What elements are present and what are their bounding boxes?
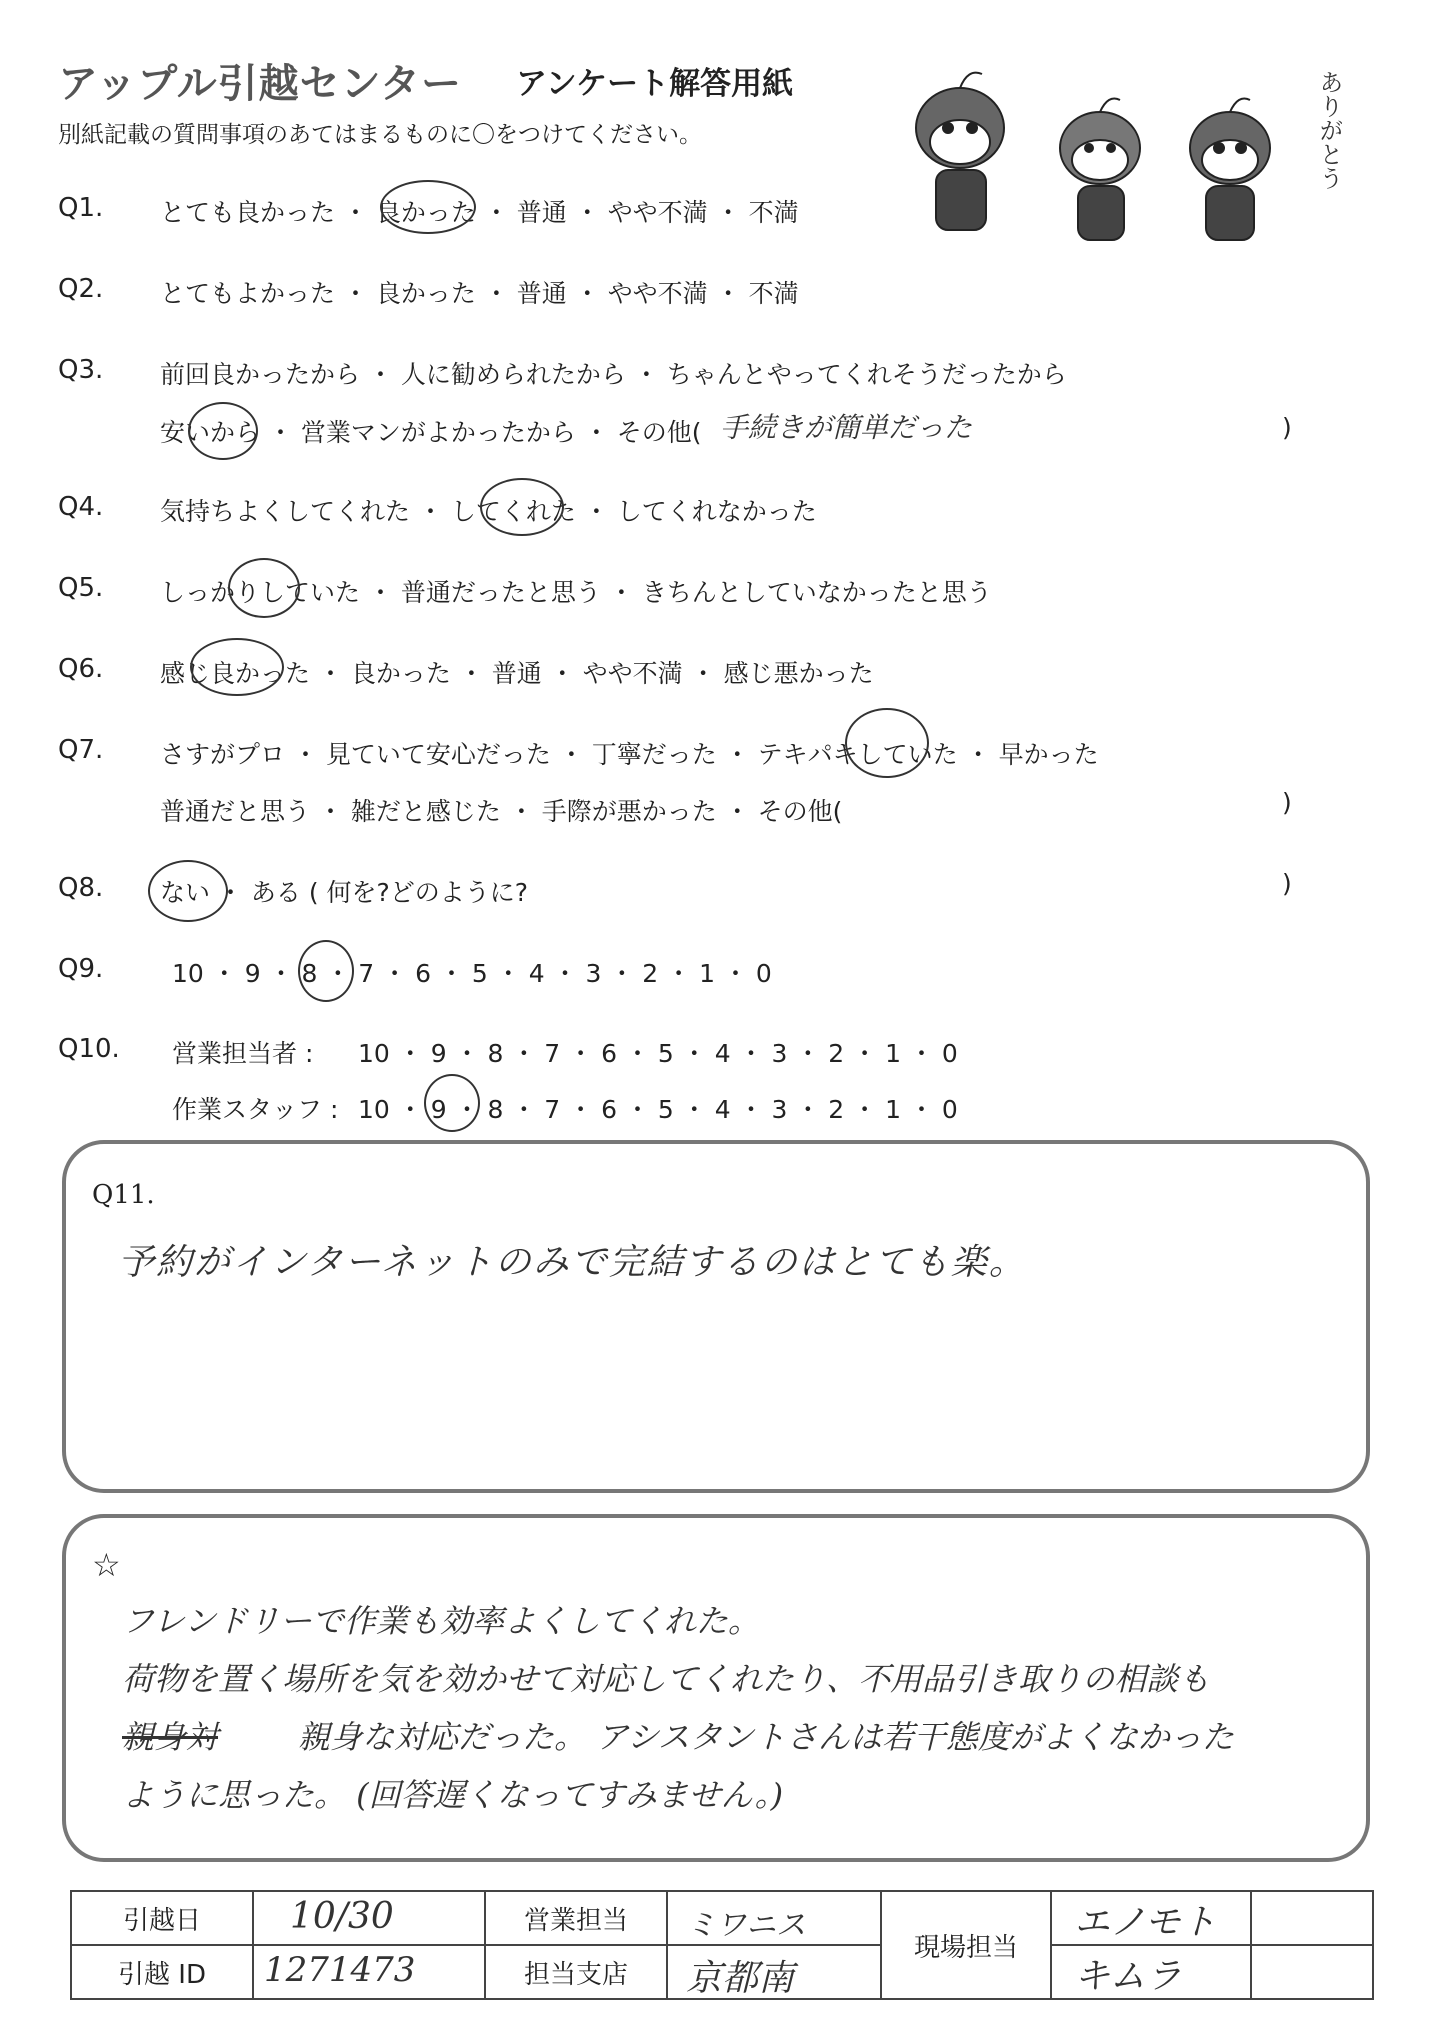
q9-scale: 10 ・ 9 ・ 8 ・ 7 ・ 6 ・ 5 ・ 4 ・ 3 ・ 2 ・ 1 ・ 0: [172, 959, 772, 988]
sales-cell: [667, 1891, 881, 1945]
comment-line-4: ように思った。 (回答遅くなってすみません。): [122, 1776, 784, 1814]
move-date-label: 引越日: [71, 1891, 253, 1945]
q8-label: Q8.: [58, 873, 104, 903]
move-date-cell: [253, 1891, 485, 1945]
field-staff-cell-2: [1051, 1945, 1251, 1999]
q8-options: ない ・ ある ( 何を?どのように?: [160, 878, 529, 907]
monkey-mascots-icon: [900, 50, 1360, 250]
q1-options: とても良かった ・ 良かった ・ 普通 ・ やや不満 ・ 不満: [160, 198, 799, 227]
q1-circle-mark: [380, 180, 476, 234]
comments-box: [62, 1514, 1370, 1862]
comment-line-2: 荷物を置く場所を気を効かせて対応してくれたり、不用品引き取りの相談も: [122, 1660, 1211, 1698]
q8-circle-mark: [148, 860, 228, 922]
q5-options: しっかりしていた ・ 普通だったと思う ・ きちんとしていなかったと思う: [160, 578, 992, 607]
q11-answer-box: [62, 1140, 1370, 1493]
q4-circle-mark: [480, 478, 564, 536]
q3-options-line1: 前回良かったから ・ 人に勧められたから ・ ちゃんとやってくれそうだったから: [160, 360, 1067, 389]
field-staff-extra-cell-2: [1251, 1945, 1373, 1999]
q10-sales-label: 営業担当者 :: [172, 1039, 314, 1068]
q3-close-paren: ): [1282, 413, 1292, 442]
q2-options: とてもよかった ・ 良かった ・ 普通 ・ やや不満 ・ 不満: [160, 279, 799, 308]
q1-label: Q1.: [58, 193, 104, 223]
q2-label: Q2.: [58, 274, 104, 304]
star-icon: ☆: [92, 1546, 121, 1584]
mascot-illustration: [900, 50, 1360, 250]
move-id-value: 1271473: [264, 1950, 416, 1990]
form-subtitle: アンケート解答用紙: [516, 66, 794, 102]
q11-answer-text: 予約がインターネットのみで完結するのはとても楽。: [118, 1242, 1027, 1283]
q8-close-paren: ): [1282, 869, 1292, 898]
q7-options-line2: 普通だと思う ・ 雑だと感じた ・ 手際が悪かった ・ その他(: [160, 797, 843, 826]
q7-close-paren: ): [1282, 788, 1292, 817]
q5-circle-mark: [228, 558, 300, 618]
q10-label: Q10.: [58, 1034, 120, 1064]
move-date-value: 10/30: [290, 1896, 394, 1937]
q3-label: Q3.: [58, 355, 104, 385]
q3-other-answer: 手続きが簡単だった: [720, 411, 973, 444]
move-info-table: [70, 1890, 1374, 2000]
branch-value: 京都南: [686, 1958, 795, 1999]
q10-staff-circle-mark: [424, 1074, 480, 1132]
q10-staff-scale: 10 ・ 9 ・ 8 ・ 7 ・ 6 ・ 5 ・ 4 ・ 3 ・ 2 ・ 1 ・ 0: [358, 1095, 958, 1124]
q3-circle-mark: [188, 402, 258, 460]
mascot-caption: ありがとう: [1315, 70, 1343, 190]
field-staff-extra-cell-1: [1251, 1891, 1373, 1945]
comment-line-1: フレンドリーで作業も効率よくしてくれた。: [122, 1602, 760, 1640]
q5-label: Q5.: [58, 573, 104, 603]
q4-label: Q4.: [58, 492, 104, 522]
sales-label: 営業担当: [485, 1891, 667, 1945]
sales-value: ミワニス: [686, 1908, 806, 1943]
q7-circle-mark: [845, 708, 929, 778]
field-staff-2-value: キムラ: [1074, 1956, 1182, 1997]
q3-options-line2: 安いから ・ 営業マンがよかったから ・ その他(: [160, 418, 702, 447]
q9-label: Q9.: [58, 954, 104, 984]
q6-options: 感じ良かった ・ 良かった ・ 普通 ・ やや不満 ・ 感じ悪かった: [160, 659, 874, 688]
instruction-text: 別紙記載の質問事項のあてはまるものに〇をつけてください。: [58, 122, 702, 148]
field-staff-1-value: エノモト: [1074, 1902, 1217, 1943]
move-id-label: 引越 ID: [71, 1945, 253, 1999]
q10-staff-label: 作業スタッフ :: [172, 1095, 339, 1124]
q4-options: 気持ちよくしてくれた ・ してくれた ・ してくれなかった: [160, 497, 817, 526]
q10-sales-scale: 10 ・ 9 ・ 8 ・ 7 ・ 6 ・ 5 ・ 4 ・ 3 ・ 2 ・ 1 ・ 0: [358, 1039, 958, 1068]
branch-label: 担当支店: [485, 1945, 667, 1999]
move-id-cell: [253, 1945, 485, 1999]
comment-struck-text: 親身対: [122, 1718, 219, 1756]
field-staff-label: 現場担当: [881, 1891, 1051, 1999]
field-staff-cell-1: [1051, 1891, 1251, 1945]
q9-circle-mark: [298, 940, 354, 1002]
q6-label: Q6.: [58, 654, 104, 684]
q6-circle-mark: [190, 638, 284, 696]
comment-line-3: 親身な対応だった。 アシスタントさんは若干態度がよくなかった: [298, 1718, 1234, 1756]
q11-label: Q11.: [92, 1180, 155, 1210]
branch-cell: [667, 1945, 881, 1999]
q7-options-line1: さすがプロ ・ 見ていて安心だった ・ 丁寧だった ・ テキパキしていた ・ 早かった: [160, 740, 1099, 769]
company-title: アップル引越センター: [58, 61, 462, 107]
q7-label: Q7.: [58, 735, 104, 765]
